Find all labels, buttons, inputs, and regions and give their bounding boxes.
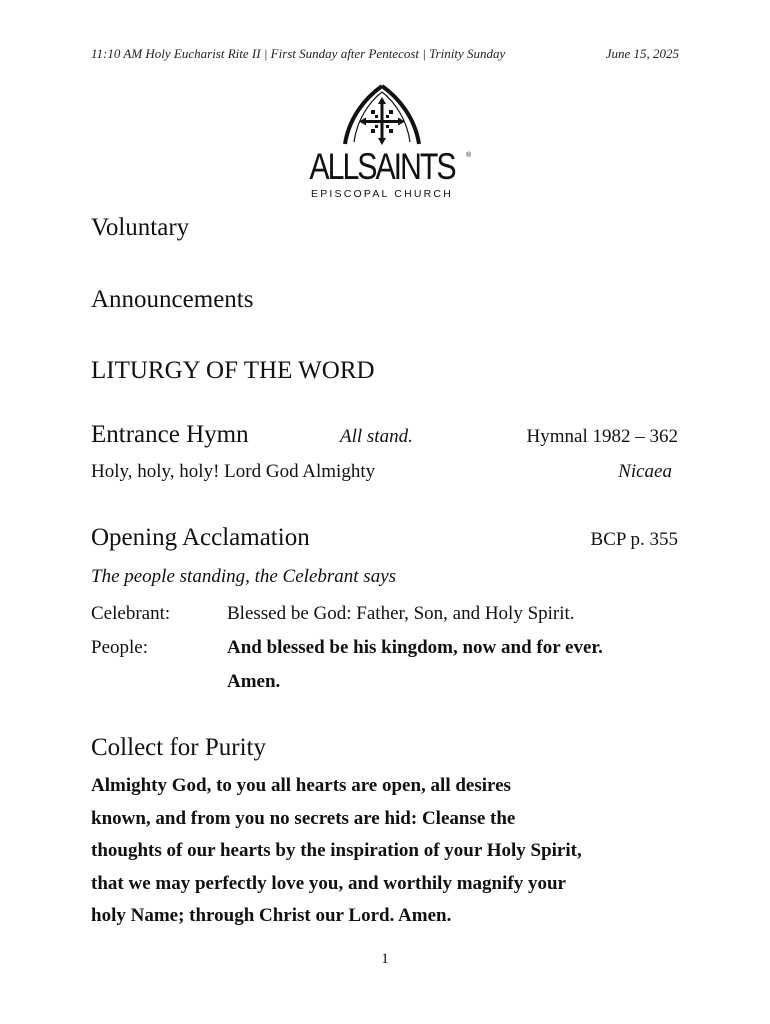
people-amen: Amen. (227, 671, 281, 692)
celebrant-label: Celebrant: (91, 603, 171, 624)
service-header: 11:10 AM Holy Eucharist Rite II | First Sunday after Pentecost | Trinity Sunday (91, 46, 506, 61)
collect-text (91, 770, 691, 933)
voluntary-heading: Voluntary (91, 214, 190, 241)
acclamation-rubric: The people standing, the Celebrant says (91, 566, 397, 587)
stand-instruction: All stand. (340, 426, 413, 447)
page-number: 1 (381, 951, 389, 967)
church-name: ALLSAINTS (309, 146, 455, 187)
hymn-tune: Nicaea (618, 461, 672, 482)
service-date: June 15, 2025 (605, 46, 679, 61)
hymn-title: Holy, holy, holy! Lord God Almighty (91, 461, 376, 482)
collect-line: thoughts of our hearts by the inspiration of your Holy Spirit, (91, 840, 582, 861)
trademark-mark: ® (466, 152, 472, 159)
gothic-arch-cross-icon (335, 84, 429, 146)
collect-line: holy Name; through Christ our Lord. Amen. (91, 905, 452, 926)
people-line: And blessed be his kingdom, now and for ever. (227, 637, 603, 658)
collect-line: known, and from you no secrets are hid: Cleanse the (91, 807, 516, 829)
bcp-reference: BCP p. 355 (590, 529, 678, 550)
hymnal-reference: Hymnal 1982 – 362 (526, 426, 678, 447)
church-subtitle: EPISCOPAL CHURCH (311, 188, 453, 200)
liturgy-heading: LITURGY OF THE WORD (91, 357, 375, 384)
celebrant-line: Blessed be God: Father, Son, and Holy Spirit. (227, 603, 575, 624)
opening-acclamation-heading: Opening Acclamation (91, 524, 310, 551)
church-logo (290, 84, 480, 204)
announcements-heading: Announcements (91, 286, 254, 313)
collect-line: that we may perfectly love you, and worthily magnify your (91, 872, 566, 894)
entrance-hymn-heading: Entrance Hymn (91, 421, 249, 448)
people-label: People: (91, 637, 148, 658)
collect-heading: Collect for Purity (91, 734, 266, 761)
collect-line: Almighty God, to you all hearts are open, all desires (91, 775, 511, 796)
